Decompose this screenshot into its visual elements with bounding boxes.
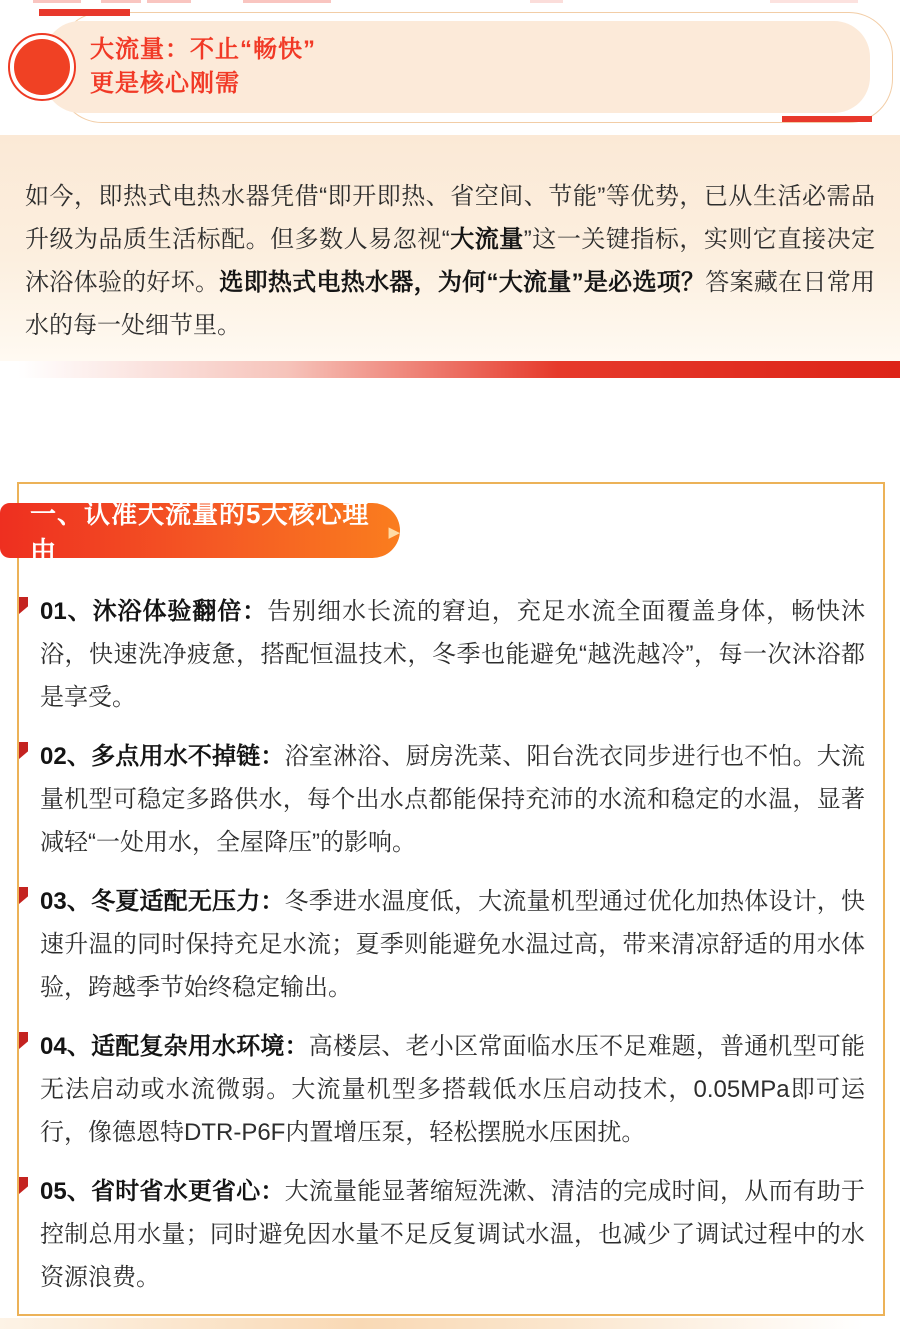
reason-number: 05、 bbox=[40, 1178, 92, 1205]
red-circle-badge-icon bbox=[8, 33, 76, 101]
top-clipped-mark bbox=[33, 0, 81, 3]
reason-body: 告别细水长流的窘迫，充足水流全面覆盖身体，畅快沐浴，快速洗净疲惫，搭配恒温技术，冬季也能避免“越洗越冷”，每一次沐浴都是享受。 bbox=[40, 598, 866, 711]
reason-lead: 省时省水更省心： bbox=[91, 1178, 285, 1205]
reason-body: 高楼层、老小区常面临水压不足难题，普通机型可能无法启动或水流微弱。大流量机型多搭载低水压启动技术，0.05MPa即可运行，像德恩特DTR-P6F内置增压泵，轻松摆脱水压困扰。 bbox=[40, 1033, 865, 1146]
intro-paragraph bbox=[0, 135, 900, 347]
reason-item-03 bbox=[40, 880, 865, 1009]
reason-item-02 bbox=[40, 735, 865, 864]
reason-lead: 冬夏适配无压力： bbox=[91, 888, 285, 915]
gradient-divider-bar bbox=[0, 361, 900, 378]
section-title: 一、认准大流量的5大核心理由 bbox=[30, 498, 370, 566]
page-title-line1: 大流量：不止“畅快” bbox=[90, 36, 316, 63]
header-accent-bar-top bbox=[39, 9, 130, 16]
reason-lead: 适配复杂用水环境： bbox=[91, 1033, 309, 1060]
page-title-line2: 更是核心刚需 bbox=[90, 70, 240, 97]
reason-item-05 bbox=[40, 1170, 865, 1299]
intro-seg-bold: 选即热式电热水器，为何“大流量”是必选项？ bbox=[219, 269, 706, 296]
top-clipped-mark bbox=[147, 0, 191, 3]
top-clipped-mark bbox=[243, 0, 331, 3]
intro-seg-bold: 大流量 bbox=[449, 226, 524, 253]
reason-body: 冬季进水温度低，大流量机型通过优化加热体设计，快速升温的同时保持充足水流；夏季则能避免水温过高，带来清凉舒适的用水体验，跨越季节始终稳定输出。 bbox=[40, 888, 865, 1001]
play-arrow-icon: ▶ bbox=[388, 524, 400, 541]
reason-number: 03、 bbox=[40, 888, 92, 915]
intro-seg: 如今，即热式电热水器凭借“即开即热、省空间、节能”等优势，已从生活必需品升级为品质生活标配。但多数人易忽视“ bbox=[25, 183, 875, 253]
red-circle-inner bbox=[14, 39, 70, 95]
reason-text bbox=[40, 880, 865, 1009]
reason-number: 02、 bbox=[40, 743, 92, 770]
reason-text bbox=[40, 1025, 865, 1154]
reason-body: 大流量能显著缩短洗漱、清洁的完成时间，从而有助于控制总用水量；同时避免因水量不足反复调试水温，也减少了调试过程中的水资源浪费。 bbox=[40, 1178, 865, 1291]
reason-text bbox=[40, 1170, 865, 1299]
top-clipped-mark bbox=[770, 0, 858, 3]
reason-text bbox=[40, 735, 865, 864]
intro-section bbox=[0, 135, 900, 361]
top-clipped-mark bbox=[101, 0, 141, 3]
intro-seg: ”这一关键指标，实则它直接决定沐浴体验的好坏。 bbox=[25, 226, 875, 296]
bottom-strip bbox=[0, 1318, 900, 1329]
reason-number: 01、 bbox=[40, 598, 93, 625]
reason-lead: 沐浴体验翻倍： bbox=[92, 598, 268, 625]
page-title bbox=[90, 33, 316, 101]
reason-body: 浴室淋浴、厨房洗菜、阳台洗衣同步进行也不怕。大流量机型可稳定多路供水，每个出水点都能保持充沛的水流和稳定的水温，显著减轻“一处用水，全屋降压”的影响。 bbox=[40, 743, 865, 856]
reason-list bbox=[40, 590, 865, 1315]
section-title-banner bbox=[0, 498, 400, 566]
reason-lead: 多点用水不掉链： bbox=[91, 743, 285, 770]
reason-number: 04、 bbox=[40, 1033, 92, 1060]
header-accent-bar-bottom bbox=[782, 116, 872, 122]
reason-text bbox=[40, 590, 865, 719]
reason-item-04 bbox=[40, 1025, 865, 1154]
reason-item-01 bbox=[40, 590, 865, 719]
intro-seg: 答案藏在日常用水的每一处细节里。 bbox=[25, 269, 876, 339]
top-clipped-mark bbox=[530, 0, 563, 3]
